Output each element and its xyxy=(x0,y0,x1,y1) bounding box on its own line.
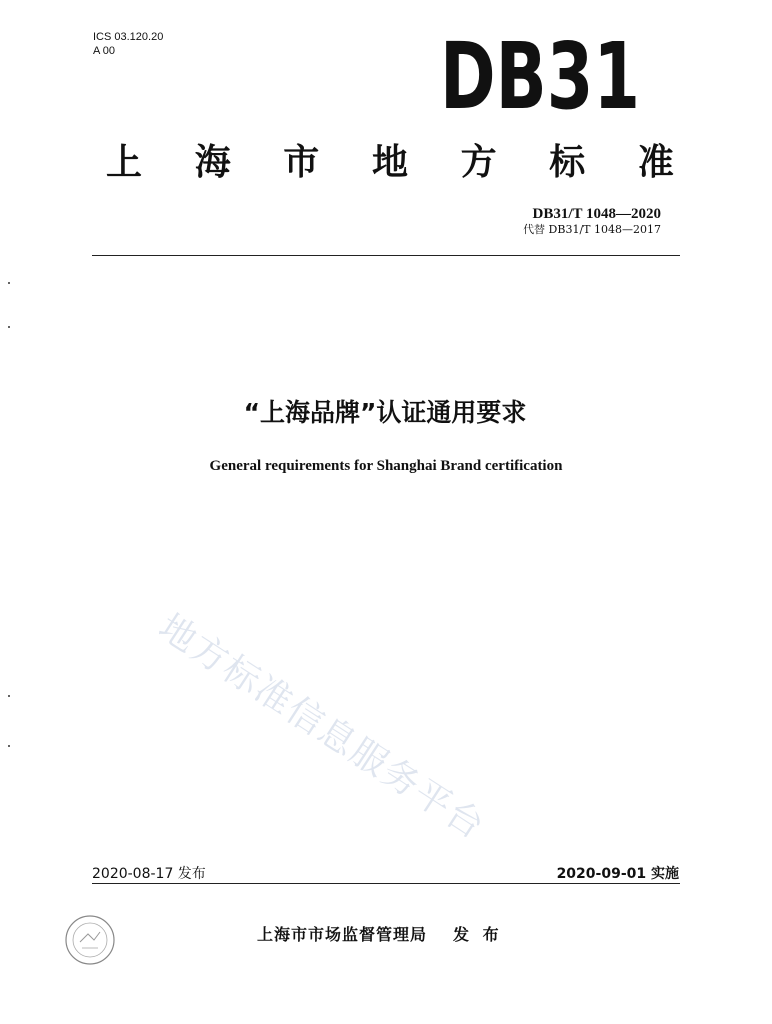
category-char: 准 xyxy=(637,142,674,183)
document-title-english: General requirements for Shanghai Brand certification xyxy=(209,458,563,474)
scan-speck xyxy=(8,695,10,697)
scan-speck xyxy=(8,326,10,328)
standard-number-block xyxy=(523,205,661,237)
category-char: 标 xyxy=(549,142,586,183)
top-divider xyxy=(92,255,680,256)
standard-number: DB31/T 1048—2020 xyxy=(532,206,661,222)
replaces-standard: 代替 DB31/T 1048—2017 xyxy=(523,223,661,236)
publisher-name: 上海市市场监督管理局 xyxy=(257,925,428,944)
standard-category-title xyxy=(100,134,680,185)
category-char: 市 xyxy=(283,142,320,183)
issue-date: 2020-08-17 发布 xyxy=(92,866,206,882)
ccs-code: A 00 xyxy=(93,45,116,57)
document-title-chinese: “上海品牌”认证通用要求 xyxy=(243,398,527,427)
implementation-date: 2020-09-01 实施 xyxy=(556,866,679,882)
logo-text: DB31 xyxy=(440,23,640,130)
db31-logo xyxy=(440,23,640,130)
watermark: 地方标准信息服务平台 xyxy=(151,606,493,849)
classification-codes xyxy=(93,30,163,58)
scan-speck xyxy=(8,282,10,284)
ics-code: ICS 03.120.20 xyxy=(93,31,164,43)
seal-stamp-icon xyxy=(62,912,118,968)
scan-speck xyxy=(8,745,10,747)
category-char: 上 xyxy=(105,142,142,183)
category-char: 海 xyxy=(194,142,231,183)
category-char: 方 xyxy=(460,142,497,183)
category-char: 地 xyxy=(371,142,408,183)
bottom-divider xyxy=(92,883,680,884)
publish-action: 发 布 xyxy=(453,925,503,944)
publisher-line xyxy=(257,922,503,945)
